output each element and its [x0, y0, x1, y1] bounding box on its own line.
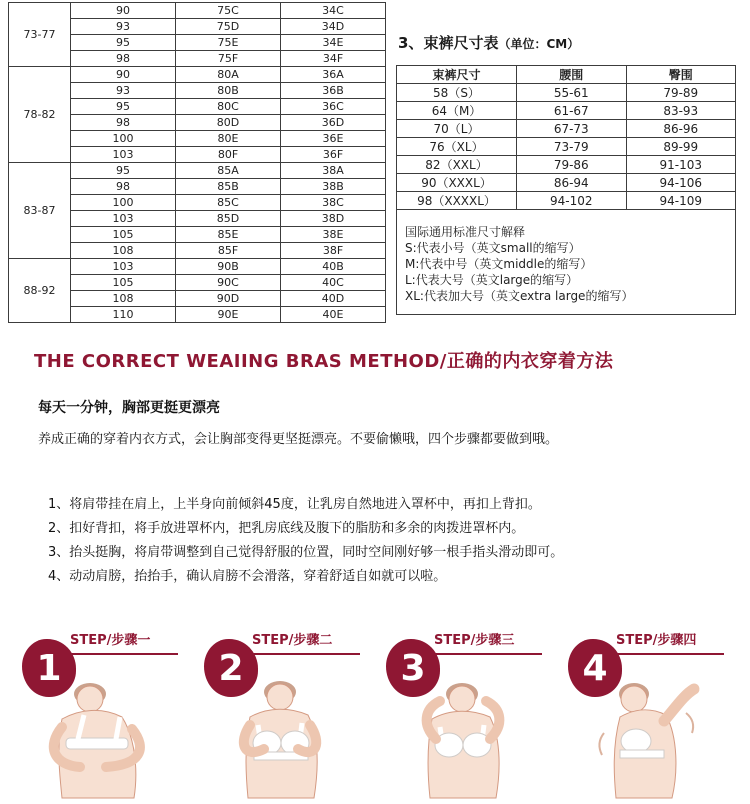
size-note-line: L:代表大号（英文large的缩写） — [405, 273, 579, 287]
bra-size-cell: 40B — [281, 259, 386, 275]
girdle-header-cell: 臀围 — [626, 66, 736, 84]
section-title-text: 束裤尺寸表 — [423, 34, 499, 52]
bra-size-cell: 103 — [71, 259, 176, 275]
girdle-size-cell: 79-86 — [517, 156, 627, 174]
girdle-table-row — [397, 156, 736, 174]
bra-size-cell: 40C — [281, 275, 386, 291]
bra-size-cell: 85E — [176, 227, 281, 243]
method-description: 养成正确的穿着内衣方式，会让胸部变得更坚挺漂亮。不要偷懒哦，四个步骤都要做到哦。 — [38, 432, 559, 447]
girdle-size-cell: 94-106 — [626, 174, 736, 192]
instruction-line: 2、扣好背扣，将手放进罩杯内，把乳房底线及腹下的脂肪和多余的肉拨进罩杯内。 — [48, 521, 525, 536]
step-number-badge: 3 — [386, 639, 440, 697]
size-note-line: M:代表中号（英文middle的缩写） — [405, 257, 593, 271]
bra-size-cell: 80E — [176, 131, 281, 147]
underbust-range-cell: 78-82 — [9, 67, 71, 163]
bra-size-cell: 36B — [281, 83, 386, 99]
step-card-1 — [12, 621, 194, 803]
size-note-line: XL:代表加大号（英文extra large的缩写） — [405, 289, 634, 303]
instruction-line: 3、抬头挺胸，将肩带调整到自己觉得舒服的位置，同时空间刚好够一根手指头滑动即可。 — [48, 545, 564, 560]
bra-size-cell: 34E — [281, 35, 386, 51]
bra-size-cell: 85C — [176, 195, 281, 211]
girdle-table-row — [397, 84, 736, 102]
bra-size-cell: 95 — [71, 35, 176, 51]
bra-size-cell: 90 — [71, 67, 176, 83]
bra-size-cell: 80C — [176, 99, 281, 115]
bra-size-cell: 90D — [176, 291, 281, 307]
bra-size-cell: 93 — [71, 19, 176, 35]
bra-size-cell: 110 — [71, 307, 176, 323]
instruction-line: 1、将肩带挂在肩上，上半身向前倾斜45度，让乳房自然地进入罩杯中，再扣上背扣。 — [48, 497, 541, 512]
step-illustration-check-fit — [558, 681, 740, 803]
bra-size-cell: 95 — [71, 163, 176, 179]
girdle-size-cell: 89-99 — [626, 138, 736, 156]
girdle-size-cell: 94-109 — [626, 192, 736, 210]
girdle-size-table — [396, 65, 736, 315]
bra-size-cell: 36C — [281, 99, 386, 115]
bra-size-cell: 85F — [176, 243, 281, 259]
bra-size-cell: 108 — [71, 291, 176, 307]
bra-size-cell: 105 — [71, 227, 176, 243]
girdle-size-cell: 55-61 — [517, 84, 627, 102]
girdle-size-cell: 82（XXL） — [397, 156, 517, 174]
step-number-badge: 1 — [22, 639, 76, 697]
bra-size-cell: 93 — [71, 83, 176, 99]
size-note-line: 国际通用标准尺寸解释 — [405, 225, 526, 239]
size-tables-row — [0, 0, 750, 323]
bra-size-cell: 75C — [176, 3, 281, 19]
instructions-list — [48, 493, 750, 589]
bra-size-cell: 80B — [176, 83, 281, 99]
girdle-table-row — [397, 192, 736, 210]
step-illustration-adjust-straps — [376, 681, 558, 803]
step-number-badge: 2 — [204, 639, 258, 697]
underbust-range-cell: 83-87 — [9, 163, 71, 259]
bra-size-cell: 75E — [176, 35, 281, 51]
bra-size-cell: 90C — [176, 275, 281, 291]
girdle-table-row — [397, 174, 736, 192]
size-notes-cell — [397, 210, 736, 315]
section-title-unit: （单位：CM） — [498, 37, 580, 51]
method-subtitle: 每天一分钟，胸部更挺更漂亮 — [38, 400, 220, 416]
girdle-size-cell: 58（S） — [397, 84, 517, 102]
bra-size-cell: 80D — [176, 115, 281, 131]
bra-size-cell: 103 — [71, 211, 176, 227]
girdle-size-cell: 79-89 — [626, 84, 736, 102]
bra-size-cell: 75D — [176, 19, 281, 35]
girdle-header-cell: 腰围 — [517, 66, 627, 84]
bra-size-cell: 90 — [71, 3, 176, 19]
instruction-line: 4、动动肩膀，抬抬手，确认肩膀不会滑落，穿着舒适自如就可以啦。 — [48, 569, 447, 584]
bra-size-cell: 90E — [176, 307, 281, 323]
bra-table-row — [9, 67, 386, 83]
method-heading: THE CORRECT WEAIING BRAS METHOD/正确的内衣穿着方法 — [34, 351, 614, 372]
girdle-size-cell: 83-93 — [626, 102, 736, 120]
bra-size-cell: 80A — [176, 67, 281, 83]
bra-size-cell: 108 — [71, 243, 176, 259]
bra-size-cell: 85A — [176, 163, 281, 179]
girdle-size-cell: 86-96 — [626, 120, 736, 138]
bra-size-cell: 98 — [71, 51, 176, 67]
bra-size-cell: 38C — [281, 195, 386, 211]
girdle-size-cell: 86-94 — [517, 174, 627, 192]
bra-size-cell: 34F — [281, 51, 386, 67]
underbust-range-cell: 88-92 — [9, 259, 71, 323]
bra-size-cell: 98 — [71, 115, 176, 131]
step-label: STEP/步骤二 — [250, 621, 360, 655]
bra-table-row — [9, 163, 386, 179]
section-number: 3、 — [398, 34, 424, 52]
bra-size-cell: 98 — [71, 179, 176, 195]
bra-table-row — [9, 3, 386, 19]
bra-size-cell: 40D — [281, 291, 386, 307]
girdle-size-section — [396, 2, 741, 315]
step-card-3 — [376, 621, 558, 803]
bra-size-cell: 34C — [281, 3, 386, 19]
step-illustration-back-fasten — [12, 681, 194, 803]
bra-size-cell: 38E — [281, 227, 386, 243]
bra-size-cell: 38A — [281, 163, 386, 179]
steps-row — [12, 621, 750, 803]
girdle-size-cell: 91-103 — [626, 156, 736, 174]
bra-size-cell: 80F — [176, 147, 281, 163]
bra-size-cell: 85B — [176, 179, 281, 195]
bra-size-cell: 38F — [281, 243, 386, 259]
girdle-header-cell: 束裤尺寸 — [397, 66, 517, 84]
girdle-table-row — [397, 102, 736, 120]
girdle-size-cell: 94-102 — [517, 192, 627, 210]
bra-size-table — [8, 2, 386, 323]
girdle-table-row — [397, 138, 736, 156]
bra-size-cell: 105 — [71, 275, 176, 291]
bra-size-cell: 75F — [176, 51, 281, 67]
step-label: STEP/步骤四 — [614, 621, 724, 655]
bra-size-cell: 38B — [281, 179, 386, 195]
bra-size-cell: 38D — [281, 211, 386, 227]
girdle-size-cell: 76（XL） — [397, 138, 517, 156]
step-card-4 — [558, 621, 740, 803]
bra-size-cell: 90B — [176, 259, 281, 275]
girdle-header-row — [397, 66, 736, 84]
girdle-section-title — [398, 32, 741, 53]
step-label: STEP/步骤三 — [432, 621, 542, 655]
bra-size-cell: 100 — [71, 131, 176, 147]
girdle-size-cell: 98（XXXXL） — [397, 192, 517, 210]
bra-size-cell: 40E — [281, 307, 386, 323]
girdle-size-cell: 73-79 — [517, 138, 627, 156]
girdle-size-cell: 67-73 — [517, 120, 627, 138]
girdle-table-row — [397, 120, 736, 138]
step-number-badge: 4 — [568, 639, 622, 697]
bra-size-cell: 34D — [281, 19, 386, 35]
step-card-2 — [194, 621, 376, 803]
bra-size-cell: 36E — [281, 131, 386, 147]
girdle-size-cell: 61-67 — [517, 102, 627, 120]
bra-size-cell: 36A — [281, 67, 386, 83]
step-illustration-adjust-cups — [194, 681, 376, 803]
bra-size-cell: 103 — [71, 147, 176, 163]
bra-size-cell: 100 — [71, 195, 176, 211]
girdle-size-cell: 90（XXXL） — [397, 174, 517, 192]
bra-size-cell: 95 — [71, 99, 176, 115]
bra-size-cell: 36F — [281, 147, 386, 163]
step-label: STEP/步骤一 — [68, 621, 178, 655]
bra-size-cell: 85D — [176, 211, 281, 227]
bra-size-cell: 36D — [281, 115, 386, 131]
bra-table-row — [9, 259, 386, 275]
girdle-size-cell: 64（M） — [397, 102, 517, 120]
size-note-line: S:代表小号（英文small的缩写） — [405, 241, 581, 255]
girdle-size-cell: 70（L） — [397, 120, 517, 138]
underbust-range-cell: 73-77 — [9, 3, 71, 67]
